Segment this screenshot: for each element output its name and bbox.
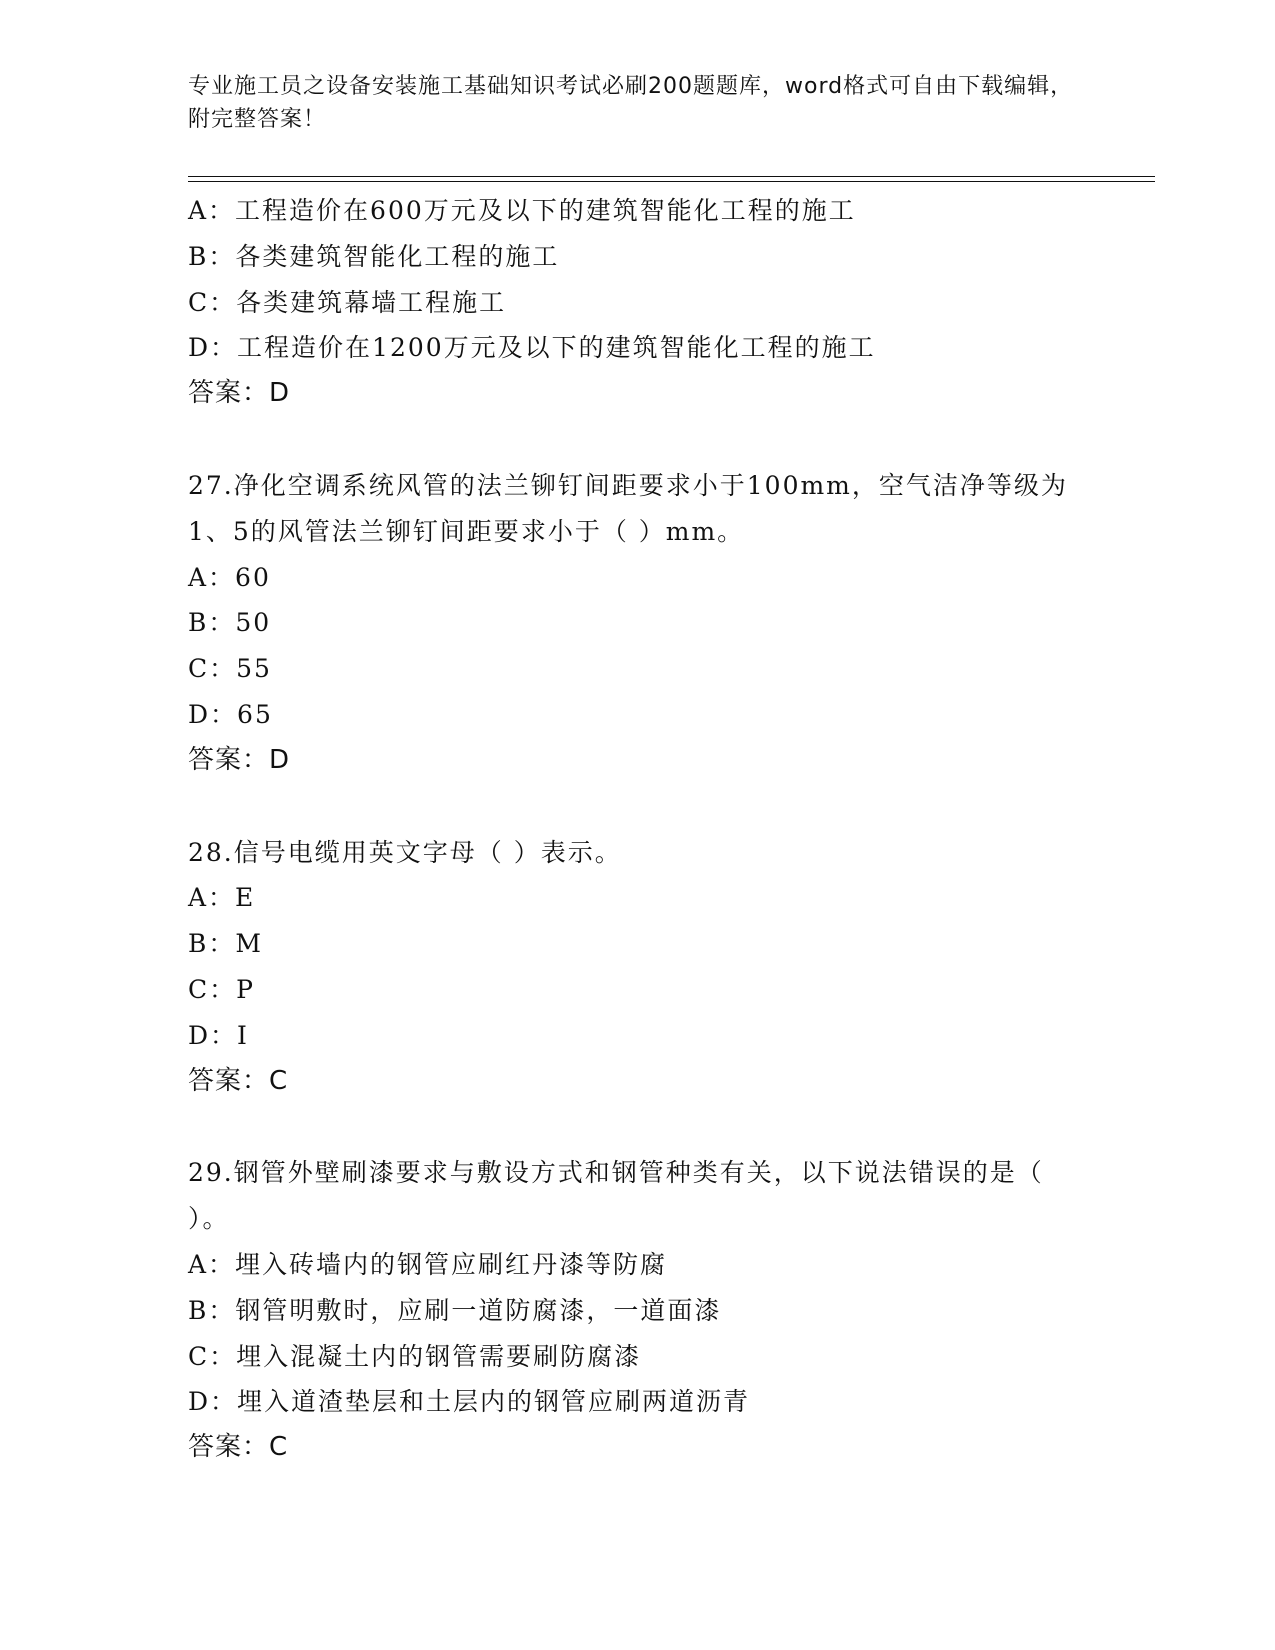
option-b: B：50 bbox=[188, 608, 272, 638]
option-b: B：钢管明敷时，应刷一道防腐漆，一道面漆 bbox=[188, 1295, 722, 1325]
question-stem: 29.钢管外壁刷漆要求与敷设方式和钢管种类有关，以下说法错误的是（ ）。 bbox=[188, 1158, 1044, 1234]
option-d: D：65 bbox=[188, 699, 273, 729]
question-list bbox=[188, 188, 1088, 1471]
document-header: 专业施工员之设备安装施工基础知识考试必刷200题题库，word格式可自由下载编辑，附完整答案！ bbox=[188, 74, 1074, 132]
option-b: B：M bbox=[188, 929, 263, 959]
option-d: D：工程造价在1200万元及以下的建筑智能化工程的施工 bbox=[188, 333, 876, 363]
answer-line: 答案：C bbox=[188, 1432, 289, 1463]
answer-line: 答案：D bbox=[188, 378, 291, 409]
answer-line: 答案：D bbox=[188, 744, 291, 775]
spacer bbox=[188, 417, 1088, 463]
option-c: C：埋入混凝土内的钢管需要刷防腐漆 bbox=[188, 1341, 642, 1371]
option-a: A：埋入砖墙内的钢管应刷红丹漆等防腐 bbox=[188, 1249, 668, 1279]
option-c: C：各类建筑幕墙工程施工 bbox=[188, 287, 507, 317]
option-a: A：E bbox=[188, 883, 256, 913]
option-c: C：P bbox=[188, 974, 255, 1004]
option-d: D：I bbox=[188, 1020, 249, 1050]
question-26-continued bbox=[188, 188, 1088, 417]
option-c: C：55 bbox=[188, 654, 272, 684]
option-a: A：工程造价在600万元及以下的建筑智能化工程的施工 bbox=[188, 196, 856, 225]
question-28 bbox=[188, 830, 1088, 1105]
answer-line: 答案：C bbox=[188, 1065, 289, 1096]
question-29 bbox=[188, 1150, 1088, 1471]
header-rule-top bbox=[188, 176, 1155, 177]
question-stem: 27.净化空调系统风管的法兰铆钉间距要求小于100mm，空气洁净等级为1、5的风管法兰铆钉间距要求小于（ ）mm。 bbox=[188, 470, 1068, 546]
spacer bbox=[188, 1104, 1088, 1150]
option-d: D：埋入道渣垫层和土层内的钢管应刷两道沥青 bbox=[188, 1387, 751, 1417]
header-rule-bottom bbox=[188, 181, 1155, 182]
option-b: B：各类建筑智能化工程的施工 bbox=[188, 241, 560, 271]
option-a: A：60 bbox=[188, 562, 271, 592]
question-stem: 28.信号电缆用英文字母（ ）表示。 bbox=[188, 837, 622, 867]
question-27 bbox=[188, 463, 1088, 784]
spacer bbox=[188, 784, 1088, 830]
